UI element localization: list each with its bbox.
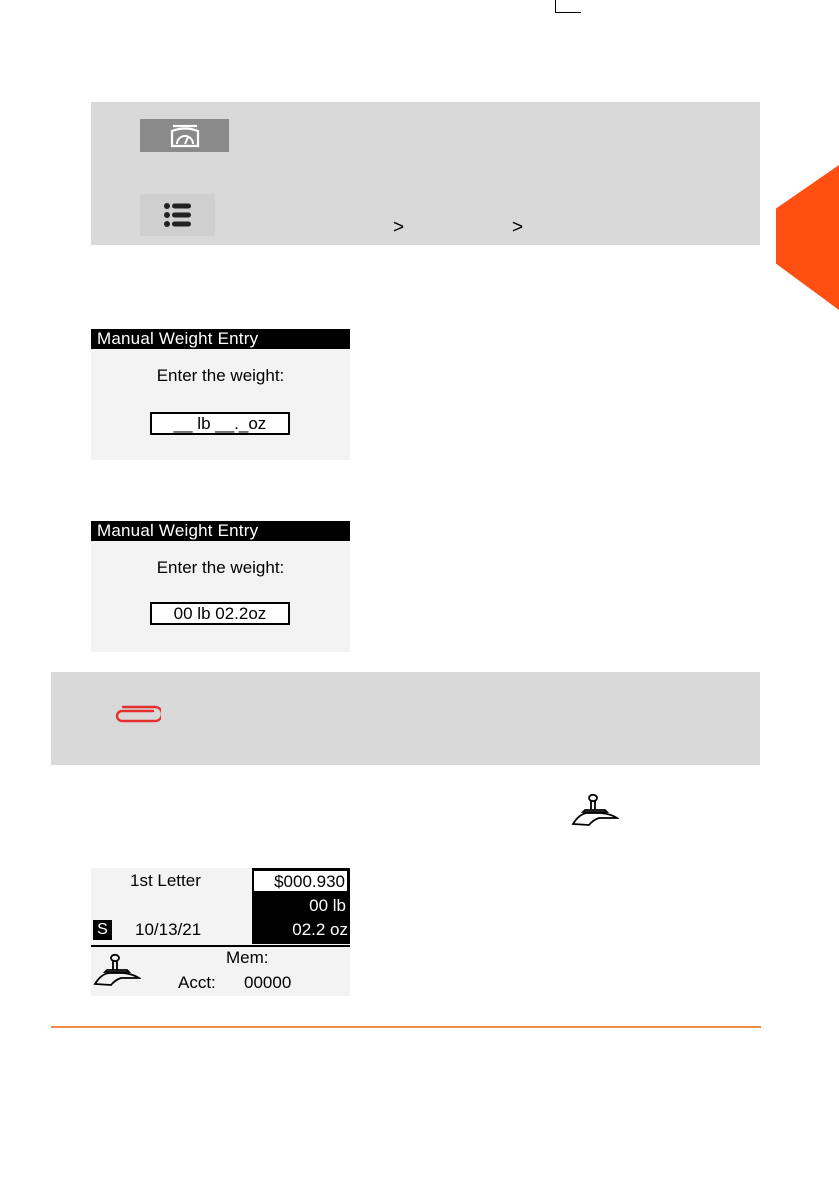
path-separator: >	[393, 217, 405, 238]
acct-value: 00000	[244, 973, 292, 992]
menu-list-icon	[163, 202, 193, 228]
separator-line	[91, 945, 350, 947]
crop-mark	[555, 12, 581, 13]
acct-label: Acct:	[178, 973, 216, 992]
postage-amount: $000.930	[252, 869, 349, 893]
paperclip-icon	[113, 704, 161, 726]
manual-weight-screen-filled	[91, 521, 350, 652]
menu-button[interactable]	[140, 194, 215, 236]
path-separator: >	[512, 217, 524, 238]
s-badge: S	[93, 920, 112, 940]
footer-rule	[51, 1026, 761, 1028]
weight-lb: 00 lb	[309, 896, 346, 915]
scale-icon	[167, 122, 203, 150]
manual-weight-screen-empty	[91, 329, 350, 460]
weight-input[interactable]: 00 lb 02.2oz	[150, 602, 290, 625]
service-label: 1st Letter	[130, 871, 201, 890]
manual-weight-hand-icon	[93, 952, 141, 988]
weight-oz: 02.2 oz	[292, 920, 348, 939]
chapter-tab	[776, 165, 839, 310]
screen-title: Manual Weight Entry	[91, 329, 350, 349]
screen-title: Manual Weight Entry	[91, 521, 350, 541]
weight-prompt: Enter the weight:	[156, 366, 285, 385]
home-screen	[91, 868, 350, 996]
scale-button[interactable]	[140, 119, 229, 152]
weight-prompt: Enter the weight:	[156, 558, 285, 577]
print-date: 10/13/21	[135, 920, 202, 939]
crop-mark	[555, 0, 556, 12]
mem-label: Mem:	[226, 948, 269, 967]
manual-weight-hand-icon	[571, 792, 619, 828]
weight-input[interactable]: __ lb __._oz	[150, 412, 290, 435]
